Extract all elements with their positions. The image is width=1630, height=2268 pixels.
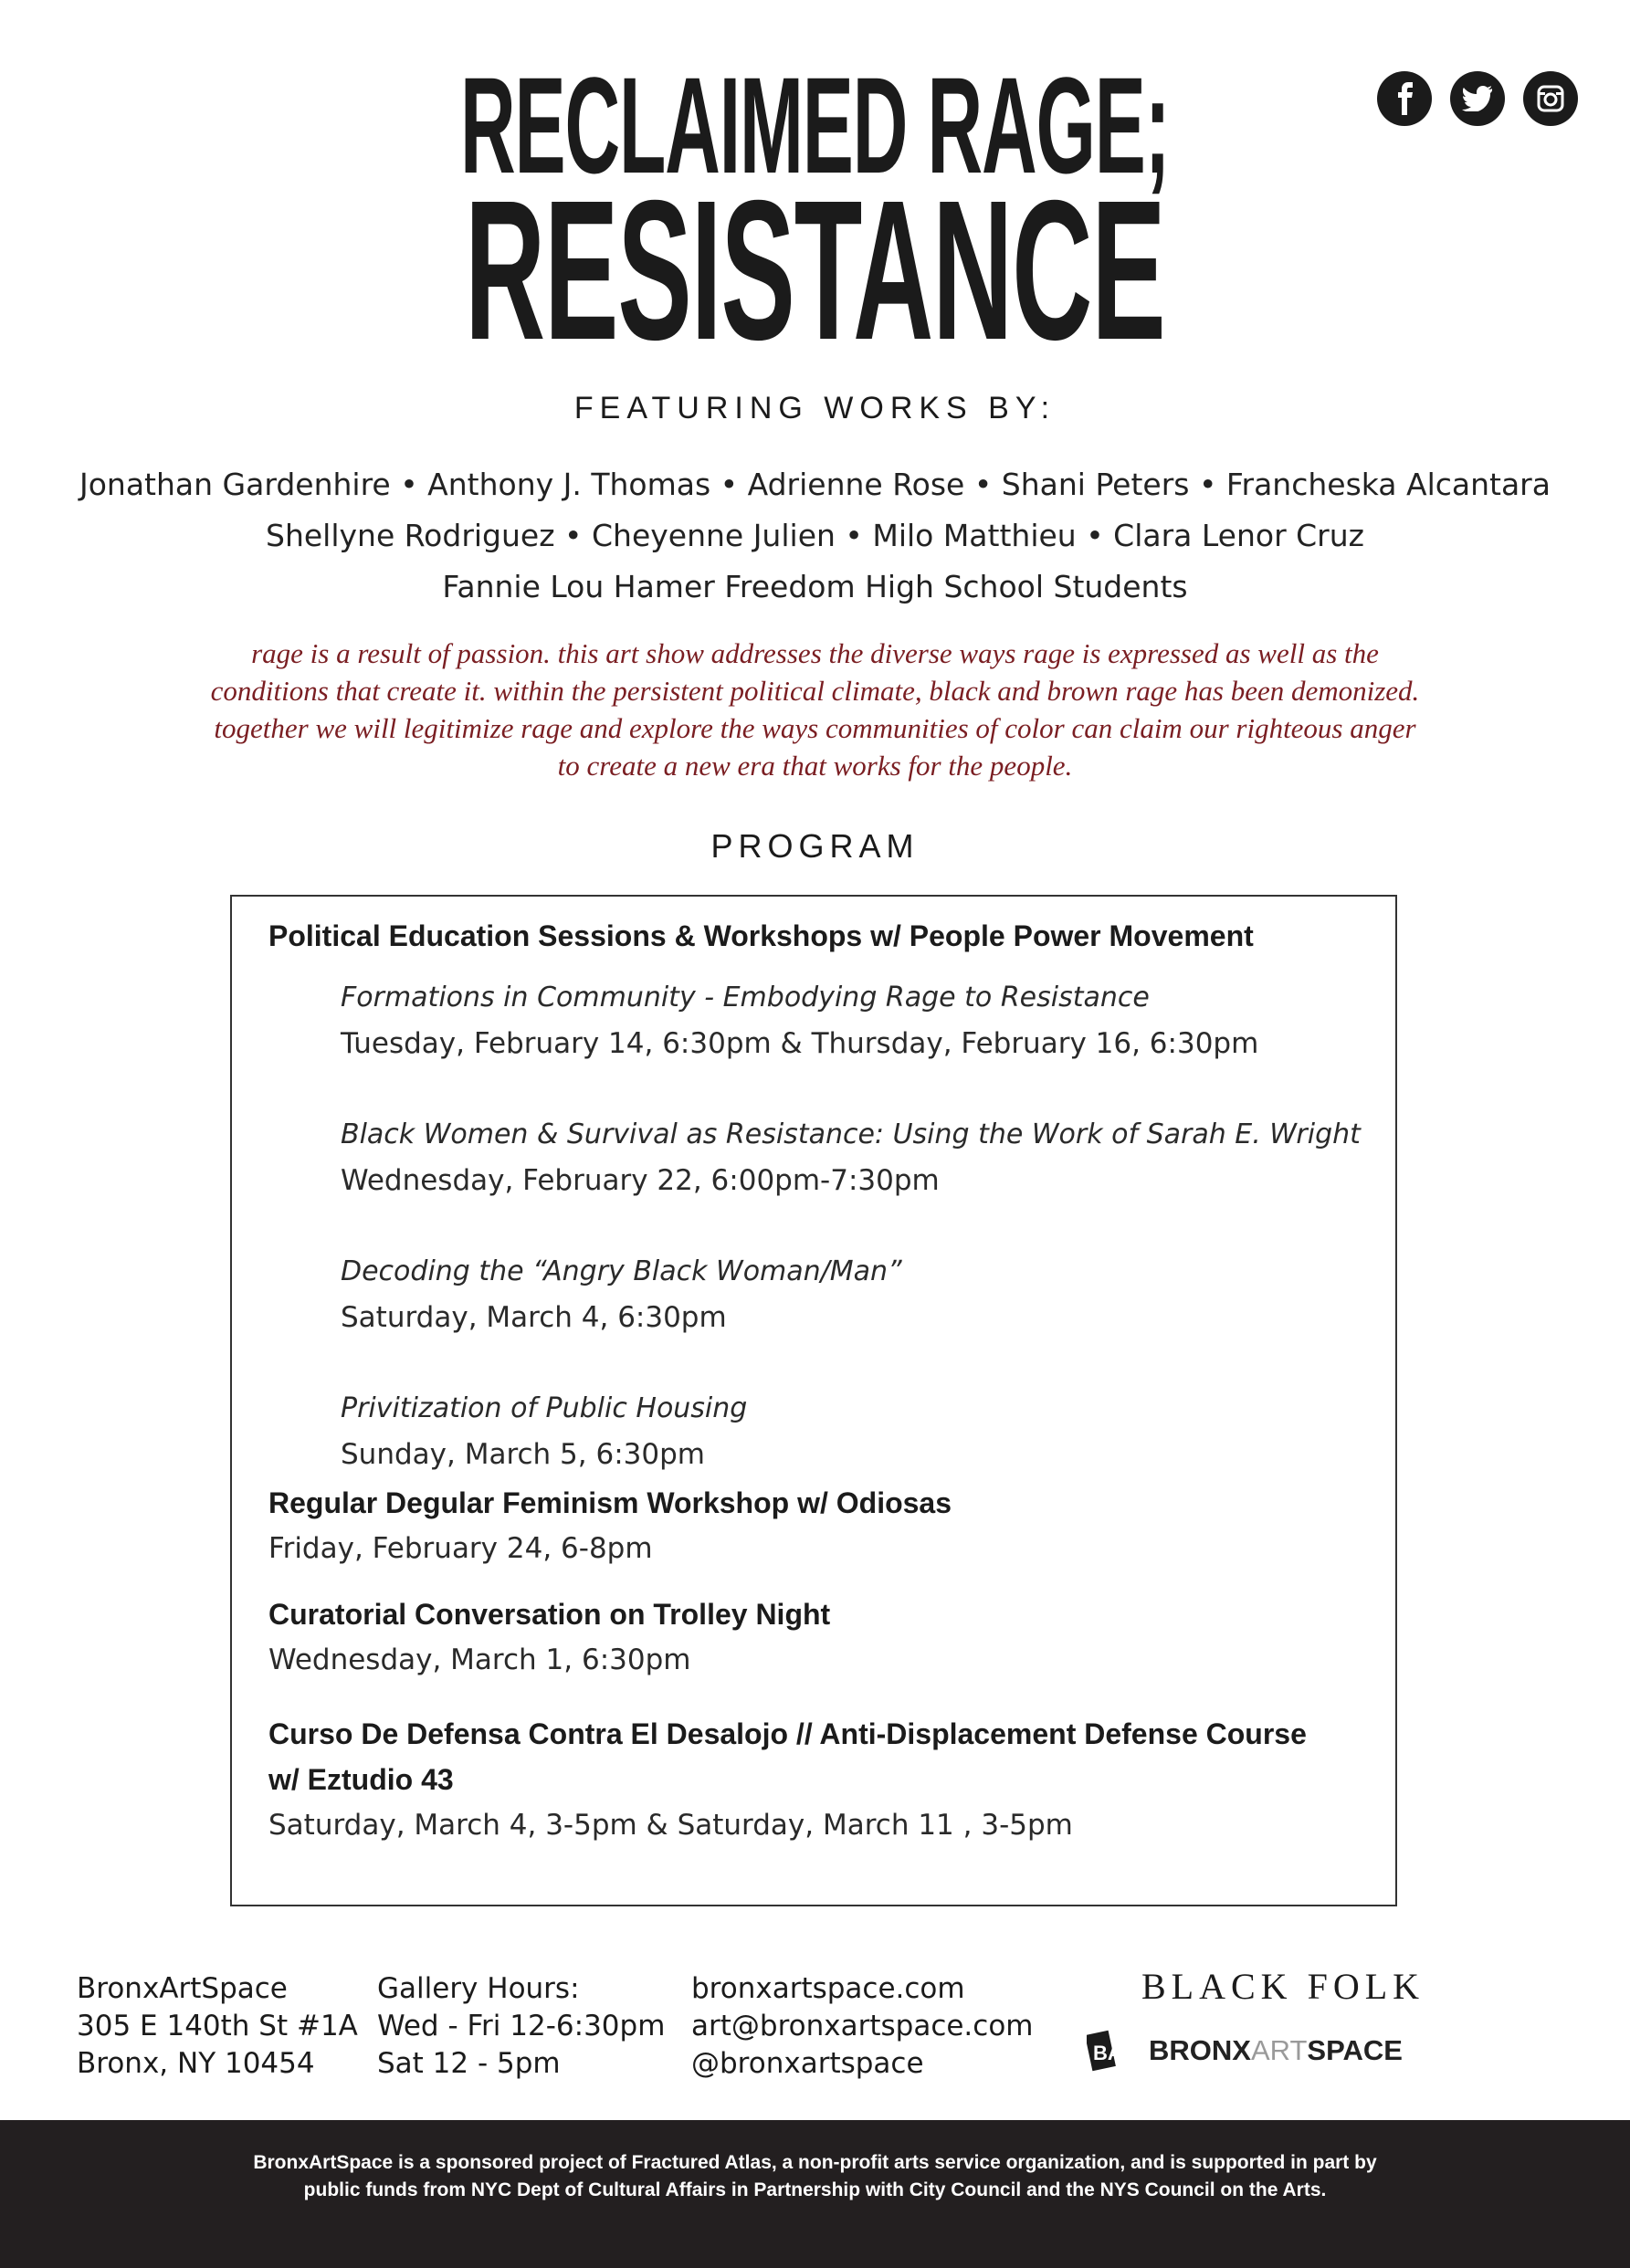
program-event [268,1591,830,1683]
session-title: Black Women & Survival as Resistance: Using the Work of Sarah E. Wright [341,1118,1361,1150]
program-heading: PROGRAM [710,827,920,865]
bronxartspace-logo [1087,2025,1403,2076]
event-title: Curso De Defensa Contra El Desalojo // Anti-Displacement Defense Course [268,1717,1307,1750]
bas-mark-label: BAS [1093,2042,1136,2064]
artist-list [0,459,1630,613]
session-date: Wednesday, February 22, 6:00pm-7:30pm [341,1164,940,1197]
black-folk-logo: BLACK FOLK [1141,1966,1425,2007]
event-title: Regular Degular Feminism Workshop w/ Odiosas [268,1486,952,1519]
session-item [341,1249,902,1340]
bronxartspace-wordmark [1149,2034,1403,2067]
event-date: Friday, February 24, 6-8pm [268,1532,653,1565]
show-statement: rage is a result of passion. this art show addresses the diverse ways rage is expressed as well as the conditions that create it. within the persistent political climate, black and brown rage has been demonized. together we will legitimize rage and explore the ways communities of color can claim our righteous anger to create a new era that works for the people. [210,637,1420,782]
hours-block [377,1970,665,2083]
wordmark-bronx: BRONX [1149,2034,1251,2066]
event-date: Wednesday, March 1, 6:30pm [268,1643,691,1676]
email-link[interactable]: art@bronxartspace.com [691,2010,1034,2042]
artist-line: Jonathan Gardenhire • Anthony J. Thomas • Adrienne Rose • Shani Peters • Francheska Alcantara [79,467,1551,502]
program-event [268,913,1254,959]
address-block [77,1970,358,2083]
session-date: Sunday, March 5, 6:30pm [341,1438,705,1471]
title-line-2: RESISTANCE [464,160,1165,382]
featuring-heading: FEATURING WORKS BY: [573,391,1057,425]
hours-line: Wed - Fri 12-6:30pm [377,2010,666,2042]
hours-line: Sat 12 - 5pm [377,2047,561,2080]
address-line: 305 E 140th St #1A [77,2010,358,2042]
artist-line: Fannie Lou Hamer Freedom High School Students [442,569,1188,604]
sponsor-line: BronxArtSpace is a sponsored project of Fractured Atlas, a non-profit arts service organization, and is supported in part by [253,2152,1377,2173]
session-title: Formations in Community - Embodying Rage to Resistance [341,982,1150,1013]
session-date: Saturday, March 4, 6:30pm [341,1301,727,1334]
session-title: Privitization of Public Housing [341,1392,748,1424]
title-line-1: RECLAIMED RAGE; [460,48,1170,202]
social-links [1377,71,1578,126]
hours-line: Gallery Hours: [377,1972,580,2005]
wordmark-art: ART [1250,2034,1308,2066]
wordmark-space: SPACE [1307,2034,1403,2066]
session-date: Tuesday, February 14, 6:30pm & Thursday, February 16, 6:30pm [341,1027,1259,1060]
event-title: Curatorial Conversation on Trolley Night [268,1598,831,1631]
address-line: BronxArtSpace [77,1972,288,2005]
social-handle[interactable]: @bronxartspace [691,2047,924,2080]
facebook-icon[interactable] [1377,71,1432,126]
program-event [268,1711,1307,1848]
event-date: Saturday, March 4, 3-5pm & Saturday, March 11 , 3-5pm [268,1809,1073,1842]
artist-line: Shellyne Rodriguez • Cheyenne Julien • Milo Matthieu • Clara Lenor Cruz [266,518,1364,553]
sponsor-bar [0,2120,1630,2268]
twitter-icon[interactable] [1450,71,1505,126]
website-link[interactable]: bronxartspace.com [691,1972,965,2005]
session-title: Decoding the “Angry Black Woman/Man” [341,1255,902,1287]
session-item [341,975,1258,1066]
event-title: Political Education Sessions & Workshops w/ People Power Movement [268,919,1254,952]
address-line: Bronx, NY 10454 [77,2047,315,2080]
instagram-icon[interactable] [1523,71,1578,126]
session-item [341,1112,1361,1203]
program-box [230,895,1397,1906]
session-item [341,1386,747,1477]
program-event [268,1480,952,1571]
contact-block [691,1970,1034,2083]
bas-mark-icon [1087,2025,1138,2076]
event-title-cont: w/ Eztudio 43 [268,1763,454,1796]
sponsor-line: public funds from NYC Dept of Cultural Affairs in Partnership with City Council and the NYS Council on the Arts. [303,2179,1327,2200]
